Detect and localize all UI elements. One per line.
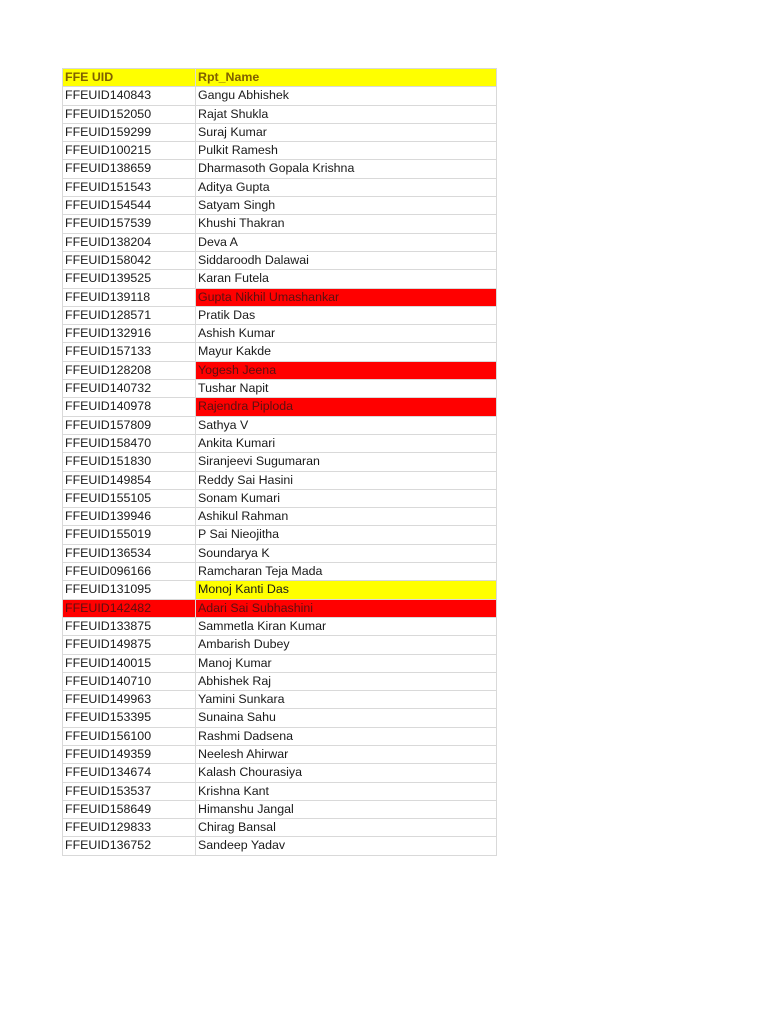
cell-ffe-uid[interactable]: FFEUID153537 bbox=[63, 782, 196, 800]
cell-ffe-uid[interactable]: FFEUID138659 bbox=[63, 160, 196, 178]
cell-ffe-uid[interactable]: FFEUID149359 bbox=[63, 745, 196, 763]
table-row bbox=[63, 544, 497, 562]
cell-ffe-uid[interactable]: FFEUID157133 bbox=[63, 343, 196, 361]
table-row bbox=[63, 636, 497, 654]
cell-ffe-uid[interactable]: FFEUID140015 bbox=[63, 654, 196, 672]
cell-rpt-name[interactable]: Gupta Nikhil Umashankar bbox=[196, 288, 497, 306]
table-row bbox=[63, 416, 497, 434]
cell-ffe-uid[interactable]: FFEUID149854 bbox=[63, 471, 196, 489]
cell-rpt-name[interactable]: Rajat Shukla bbox=[196, 105, 497, 123]
cell-rpt-name[interactable]: Soundarya K bbox=[196, 544, 497, 562]
cell-rpt-name[interactable]: Gangu Abhishek bbox=[196, 87, 497, 105]
cell-ffe-uid[interactable]: FFEUID158649 bbox=[63, 800, 196, 818]
cell-rpt-name[interactable]: Abhishek Raj bbox=[196, 672, 497, 690]
table-row bbox=[63, 654, 497, 672]
table-row bbox=[63, 123, 497, 141]
table-row bbox=[63, 709, 497, 727]
cell-rpt-name[interactable]: Ashikul Rahman bbox=[196, 508, 497, 526]
table-row bbox=[63, 745, 497, 763]
cell-rpt-name[interactable]: Reddy Sai Hasini bbox=[196, 471, 497, 489]
cell-rpt-name[interactable]: Mayur Kakde bbox=[196, 343, 497, 361]
cell-ffe-uid[interactable]: FFEUID149875 bbox=[63, 636, 196, 654]
table-row bbox=[63, 233, 497, 251]
cell-ffe-uid[interactable]: FFEUID154544 bbox=[63, 197, 196, 215]
table-row bbox=[63, 361, 497, 379]
cell-rpt-name[interactable]: Suraj Kumar bbox=[196, 123, 497, 141]
header-row bbox=[63, 69, 497, 87]
cell-rpt-name[interactable]: Sunaina Sahu bbox=[196, 709, 497, 727]
cell-rpt-name[interactable]: Sonam Kumari bbox=[196, 489, 497, 507]
cell-ffe-uid[interactable]: FFEUID140732 bbox=[63, 380, 196, 398]
cell-rpt-name[interactable]: Krishna Kant bbox=[196, 782, 497, 800]
table-row bbox=[63, 453, 497, 471]
table-row bbox=[63, 837, 497, 855]
cell-ffe-uid[interactable]: FFEUID132916 bbox=[63, 325, 196, 343]
table-row bbox=[63, 691, 497, 709]
cell-rpt-name[interactable]: Pratik Das bbox=[196, 306, 497, 324]
cell-rpt-name[interactable]: Ashish Kumar bbox=[196, 325, 497, 343]
cell-rpt-name[interactable]: Siranjeevi Sugumaran bbox=[196, 453, 497, 471]
table-row bbox=[63, 251, 497, 269]
cell-rpt-name[interactable]: Manoj Kumar bbox=[196, 654, 497, 672]
column-header-rpt-name[interactable]: Rpt_Name bbox=[196, 69, 497, 87]
table-row bbox=[63, 142, 497, 160]
table-row bbox=[63, 599, 497, 617]
cell-rpt-name[interactable]: Kalash Chourasiya bbox=[196, 764, 497, 782]
table-row bbox=[63, 563, 497, 581]
cell-ffe-uid[interactable]: FFEUID140843 bbox=[63, 87, 196, 105]
cell-ffe-uid[interactable]: FFEUID157539 bbox=[63, 215, 196, 233]
cell-rpt-name[interactable]: Deva A bbox=[196, 233, 497, 251]
cell-ffe-uid[interactable]: FFEUID139525 bbox=[63, 270, 196, 288]
cell-ffe-uid[interactable]: FFEUID140710 bbox=[63, 672, 196, 690]
cell-ffe-uid[interactable]: FFEUID149963 bbox=[63, 691, 196, 709]
cell-rpt-name[interactable]: P Sai Nieojitha bbox=[196, 526, 497, 544]
cell-ffe-uid[interactable]: FFEUID138204 bbox=[63, 233, 196, 251]
table-row bbox=[63, 764, 497, 782]
cell-rpt-name[interactable]: Neelesh Ahirwar bbox=[196, 745, 497, 763]
cell-ffe-uid[interactable]: FFEUID133875 bbox=[63, 617, 196, 635]
table-row bbox=[63, 672, 497, 690]
cell-rpt-name[interactable]: Adari Sai Subhashini bbox=[196, 599, 497, 617]
table-row bbox=[63, 819, 497, 837]
cell-ffe-uid[interactable]: FFEUID136752 bbox=[63, 837, 196, 855]
cell-rpt-name[interactable]: Karan Futela bbox=[196, 270, 497, 288]
cell-rpt-name[interactable]: Siddaroodh Dalawai bbox=[196, 251, 497, 269]
table-row bbox=[63, 727, 497, 745]
cell-rpt-name[interactable]: Rajendra Piploda bbox=[196, 398, 497, 416]
cell-rpt-name[interactable]: Himanshu Jangal bbox=[196, 800, 497, 818]
cell-ffe-uid[interactable]: FFEUID152050 bbox=[63, 105, 196, 123]
cell-rpt-name[interactable]: Rashmi Dadsena bbox=[196, 727, 497, 745]
cell-rpt-name[interactable]: Chirag Bansal bbox=[196, 819, 497, 837]
cell-ffe-uid[interactable]: FFEUID158470 bbox=[63, 434, 196, 452]
table-row bbox=[63, 782, 497, 800]
cell-ffe-uid[interactable]: FFEUID155105 bbox=[63, 489, 196, 507]
cell-rpt-name[interactable]: Ankita Kumari bbox=[196, 434, 497, 452]
cell-ffe-uid[interactable]: FFEUID139946 bbox=[63, 508, 196, 526]
cell-ffe-uid[interactable]: FFEUID151543 bbox=[63, 178, 196, 196]
table-row bbox=[63, 87, 497, 105]
cell-rpt-name[interactable]: Khushi Thakran bbox=[196, 215, 497, 233]
table-row bbox=[63, 398, 497, 416]
cell-ffe-uid[interactable]: FFEUID153395 bbox=[63, 709, 196, 727]
table-body bbox=[63, 87, 497, 855]
table-row bbox=[63, 343, 497, 361]
cell-ffe-uid[interactable]: FFEUID157809 bbox=[63, 416, 196, 434]
table-row bbox=[63, 380, 497, 398]
cell-rpt-name[interactable]: Yogesh Jeena bbox=[196, 361, 497, 379]
cell-rpt-name[interactable]: Yamini Sunkara bbox=[196, 691, 497, 709]
cell-ffe-uid[interactable]: FFEUID134674 bbox=[63, 764, 196, 782]
cell-rpt-name[interactable]: Ambarish Dubey bbox=[196, 636, 497, 654]
cell-ffe-uid[interactable]: FFEUID131095 bbox=[63, 581, 196, 599]
cell-ffe-uid[interactable]: FFEUID151830 bbox=[63, 453, 196, 471]
cell-ffe-uid[interactable]: FFEUID100215 bbox=[63, 142, 196, 160]
data-table bbox=[62, 68, 497, 856]
cell-rpt-name[interactable]: Sammetla Kiran Kumar bbox=[196, 617, 497, 635]
cell-ffe-uid[interactable]: FFEUID096166 bbox=[63, 563, 196, 581]
cell-rpt-name[interactable]: Aditya Gupta bbox=[196, 178, 497, 196]
column-header-ffe-uid[interactable]: FFE UID bbox=[63, 69, 196, 87]
table-row bbox=[63, 471, 497, 489]
table-row bbox=[63, 434, 497, 452]
cell-ffe-uid[interactable]: FFEUID155019 bbox=[63, 526, 196, 544]
table-row bbox=[63, 508, 497, 526]
cell-rpt-name[interactable]: Pulkit Ramesh bbox=[196, 142, 497, 160]
table-row bbox=[63, 800, 497, 818]
cell-ffe-uid[interactable]: FFEUID129833 bbox=[63, 819, 196, 837]
cell-rpt-name[interactable]: Sandeep Yadav bbox=[196, 837, 497, 855]
table-row bbox=[63, 526, 497, 544]
table-row bbox=[63, 215, 497, 233]
cell-rpt-name[interactable]: Satyam Singh bbox=[196, 197, 497, 215]
cell-rpt-name[interactable]: Dharmasoth Gopala Krishna bbox=[196, 160, 497, 178]
table-row bbox=[63, 178, 497, 196]
table-row bbox=[63, 489, 497, 507]
table-row bbox=[63, 160, 497, 178]
cell-ffe-uid[interactable]: FFEUID140978 bbox=[63, 398, 196, 416]
table-row bbox=[63, 288, 497, 306]
cell-ffe-uid[interactable]: FFEUID142482 bbox=[63, 599, 196, 617]
cell-ffe-uid[interactable]: FFEUID158042 bbox=[63, 251, 196, 269]
table-row bbox=[63, 105, 497, 123]
cell-ffe-uid[interactable]: FFEUID128571 bbox=[63, 306, 196, 324]
table-row bbox=[63, 306, 497, 324]
table-row bbox=[63, 270, 497, 288]
table-row bbox=[63, 581, 497, 599]
cell-ffe-uid[interactable]: FFEUID139118 bbox=[63, 288, 196, 306]
table-row bbox=[63, 617, 497, 635]
table-row bbox=[63, 197, 497, 215]
cell-rpt-name[interactable]: Tushar Napit bbox=[196, 380, 497, 398]
spreadsheet-sheet bbox=[62, 68, 496, 856]
cell-ffe-uid[interactable]: FFEUID136534 bbox=[63, 544, 196, 562]
cell-ffe-uid[interactable]: FFEUID159299 bbox=[63, 123, 196, 141]
table-row bbox=[63, 325, 497, 343]
cell-rpt-name[interactable]: Ramcharan Teja Mada bbox=[196, 563, 497, 581]
cell-ffe-uid[interactable]: FFEUID156100 bbox=[63, 727, 196, 745]
cell-rpt-name[interactable]: Sathya V bbox=[196, 416, 497, 434]
cell-rpt-name[interactable]: Monoj Kanti Das bbox=[196, 581, 497, 599]
cell-ffe-uid[interactable]: FFEUID128208 bbox=[63, 361, 196, 379]
